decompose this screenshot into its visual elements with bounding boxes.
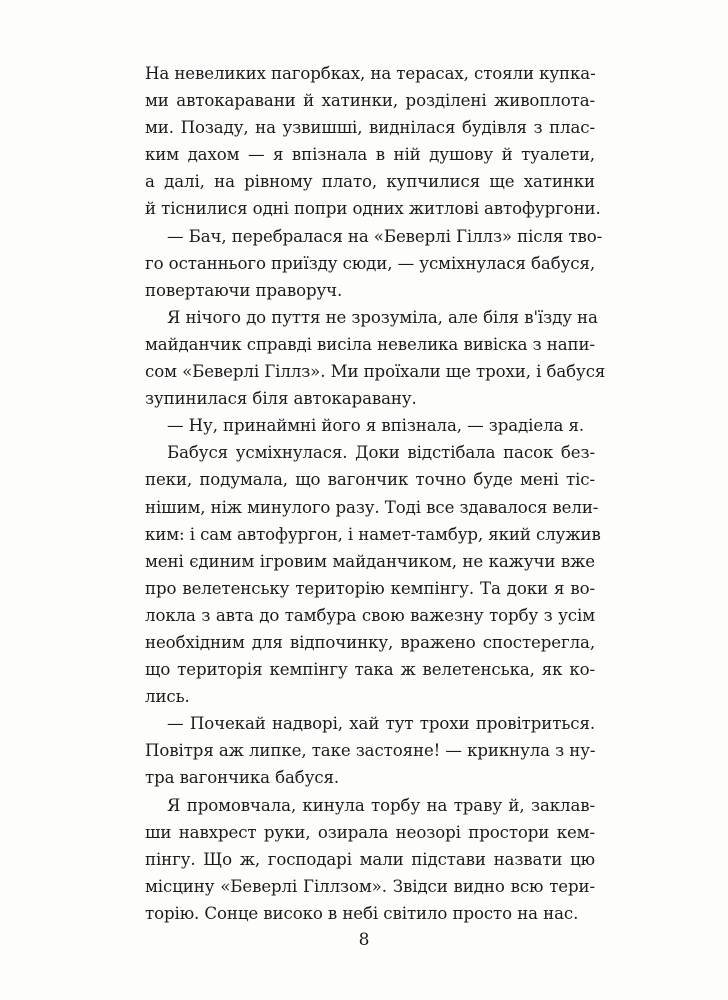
text-line: Я промовчала, кинула торбу на траву й, заклав- xyxy=(167,795,595,815)
page-number: 8 xyxy=(358,930,370,950)
text-line: Я нічого до пуття не зрозуміла, але біля в'їзду на xyxy=(167,307,598,327)
text-line: пінгу. Що ж, господарі мали підстави назвати цю xyxy=(145,849,595,869)
text-line: Повітря аж липке, таке застояне! — крикнула з ну- xyxy=(145,741,596,761)
text-line: нішим, ніж минулого разу. Тоді все здавалося вели- xyxy=(145,497,599,517)
text-line: місцину «Беверлі Гіллзом». Звідси видно всю тери- xyxy=(145,876,595,896)
text-line: го останнього приїзду сюди, — усміхнулася бабуся, xyxy=(145,253,595,273)
text-line: й тіснилися одні попри одних житлові автофургони. xyxy=(145,199,601,219)
text-line: мені єдиним ігровим майданчиком, не кажучи вже xyxy=(145,551,595,571)
text-line: повертаючи праворуч. xyxy=(145,280,343,300)
text-line: пеки, подумала, що вагончик точно буде мені тіс- xyxy=(145,470,595,490)
text-line: — Бач, перебралася на «Беверлі Гіллз» після тво- xyxy=(167,226,603,246)
text-line: необхідним для відпочинку, вражено спостерегла, xyxy=(145,632,595,652)
text-line: ми автокаравани й хатинки, розділені живоплота- xyxy=(145,91,595,111)
text-line: лись. xyxy=(145,687,190,707)
body-text xyxy=(145,60,606,927)
text-line: — Почекай надворі, хай тут трохи провітриться. xyxy=(167,714,595,734)
text-line: На невеликих пагорбках, на терасах, стояли купка- xyxy=(145,64,596,83)
text-line: тра вагончика бабуся. xyxy=(145,768,340,788)
text-line: майданчик справді висіла невелика вивіска з напи- xyxy=(145,334,595,354)
text-line: ши навхрест руки, озирала неозорі простори кем- xyxy=(145,822,595,842)
text-line: локла з авта до тамбура свою важезну торбу з усім xyxy=(145,605,595,625)
text-line: ми. Позаду, на узвишші, виднілася будівля з плас- xyxy=(145,118,595,138)
text-line: ким дахом — я впізнала в ній душову й туалети, xyxy=(145,145,595,165)
text-line: — Ну, принаймні його я впізнала, — зрадіела я. xyxy=(167,416,585,436)
text-line: Бабуся усміхнулася. Доки відстібала пасок без- xyxy=(167,443,595,463)
text-line: а далі, на рівному плато, купчилися ще хатинки xyxy=(145,172,595,192)
text-line: що територія кемпінгу така ж велетенська, як ко- xyxy=(145,660,595,680)
text-line: зупинилася біля автокаравану. xyxy=(145,389,417,409)
text-line: торію. Сонце високо в небі світило просто на нас. xyxy=(145,903,579,923)
text-line: сом «Беверлі Гіллз». Ми проїхали ще трохи, і бабуся xyxy=(145,362,606,382)
text-line: про велетенську територію кемпінгу. Та доки я во- xyxy=(145,578,595,598)
text-line: ким: і сам автофургон, і намет-тамбур, який служив xyxy=(145,524,601,544)
